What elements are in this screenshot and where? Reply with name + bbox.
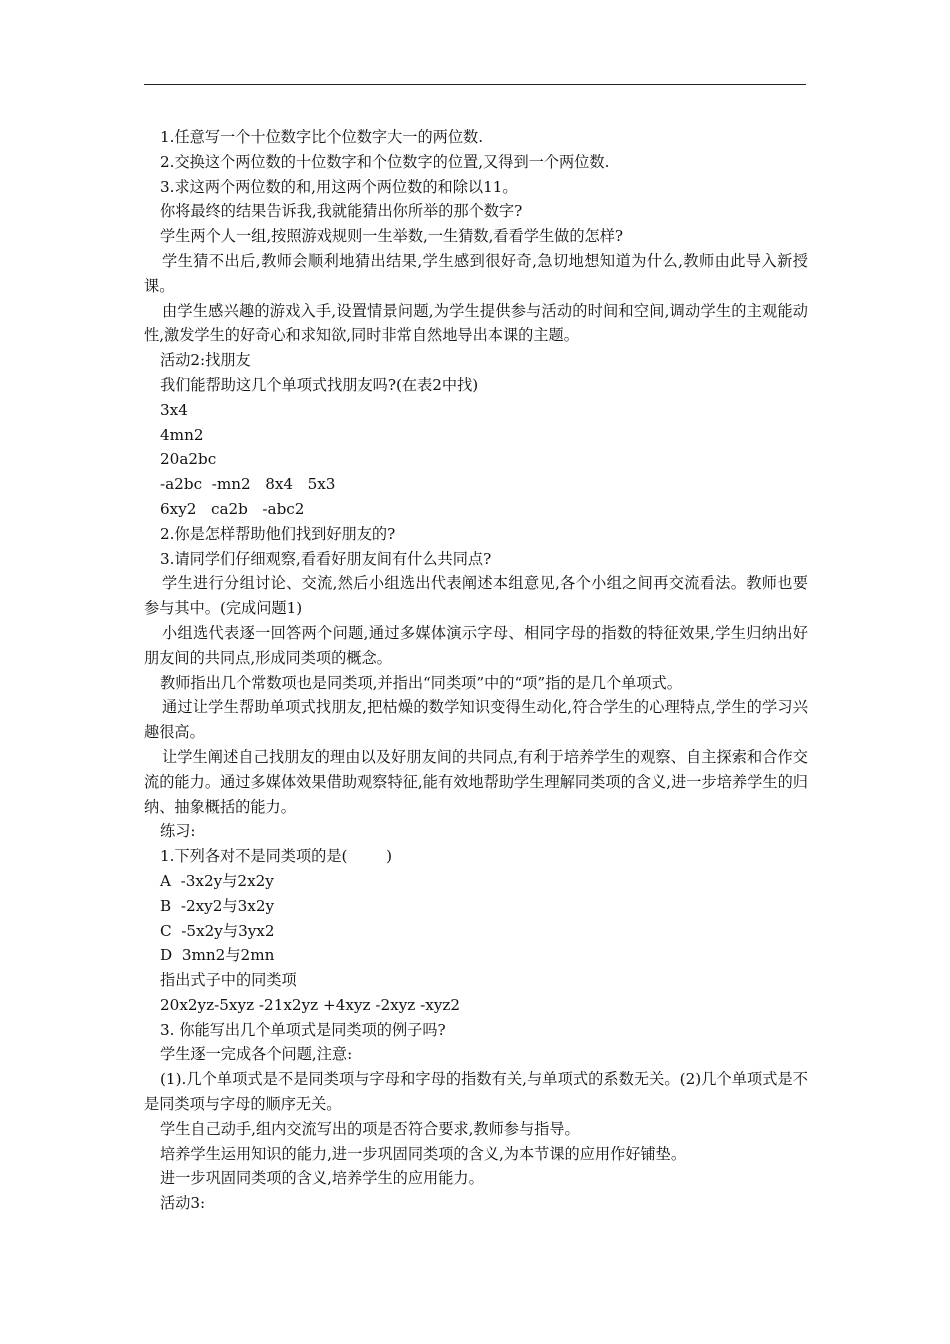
exercise-question: 指出式子中的同类项 [160, 971, 297, 990]
section-heading: 活动2:找朋友 [160, 351, 251, 370]
paragraph: 3.求这两个两位数的和,用这两个两位数的和除以11。 [160, 177, 518, 196]
paragraph: 通过让学生帮助单项式找朋友,把枯燥的数学知识变得生动化,符合学生的心理特点,学生的学习兴趣很高。 [144, 698, 808, 742]
section-heading: 活动3: [160, 1194, 206, 1213]
paragraph: 2.交换这个两位数的十位数字和个位数字的位置,又得到一个两位数. [160, 152, 610, 171]
header-rule [144, 84, 806, 85]
expression: 20x2yz-5xyz -21x2yz +4xyz -2xyz -xyz2 [160, 995, 461, 1014]
paragraph: 培养学生运用知识的能力,进一步巩固同类项的含义,为本节课的应用作好铺垫。 [160, 1144, 687, 1163]
paragraph: 我们能帮助这几个单项式找朋友吗?(在表2中找) [160, 375, 479, 394]
paragraph: 进一步巩固同类项的含义,培养学生的应用能力。 [160, 1169, 484, 1188]
paragraph: 由学生感兴趣的游戏入手,设置情景问题,为学生提供参与活动的时间和空间,调动学生的主观能动性,激发学生的好奇心和求知欲,同时非常自然地导出本课的主题。 [144, 301, 808, 345]
paragraph: 2.你是怎样帮助他们找到好朋友的? [160, 524, 396, 543]
paragraph: 小组选代表逐一回答两个问题,通过多媒体演示字母、相同字母的指数的特征效果,学生归纳出好朋友间的共同点,形成同类项的概念。 [144, 623, 808, 667]
exercise-option: D 3mn2与2mn [160, 946, 275, 965]
exercise-question: 3. 你能写出几个单项式是同类项的例子吗? [160, 1020, 446, 1039]
exercise-option: B -2xy2与3x2y [160, 896, 275, 915]
section-heading: 练习: [160, 822, 196, 841]
paragraph: 让学生阐述自己找朋友的理由以及好朋友间的共同点,有利于培养学生的观察、自主探索和合作交流的能力。通过多媒体效果借助观察特征,能有效地帮助学生理解同类项的含义,进一步培养学生的归纳、抽象概括的能力。 [144, 747, 808, 816]
paragraph: 3.请同学们仔细观察,看看好朋友间有什么共同点? [160, 549, 492, 568]
expression: 3x4 [160, 400, 188, 419]
paragraph: 1.任意写一个十位数字比个位数字大一的两位数. [160, 128, 484, 146]
paragraph: 你将最终的结果告诉我,我就能猜出你所举的那个数字? [160, 202, 523, 221]
paragraph: 学生逐一完成各个问题,注意: [160, 1045, 353, 1064]
expression: -a2bc -mn2 8x4 5x3 [160, 475, 336, 494]
paragraph: 教师指出几个常数项也是同类项,并指出“同类项”中的“项”指的是几个单项式。 [160, 673, 682, 692]
exercise-option: C -5x2y与3yx2 [160, 921, 275, 940]
paragraph: 学生猜不出后,教师会顺利地猜出结果,学生感到很好奇,急切地想知道为什么,教师由此导入新授课。 [144, 251, 808, 295]
paragraph: 学生进行分组讨论、交流,然后小组选出代表阐述本组意见,各个小组之间再交流看法。教师也要参与其中。(完成问题1) [144, 574, 808, 618]
paragraph: 学生自己动手,组内交流写出的项是否符合要求,教师参与指导。 [160, 1119, 580, 1138]
paragraph: (1).几个单项式是不是同类项与字母和字母的指数有关,与单项式的系数无关。(2)几个单项式是不是同类项与字母的顺序无关。 [144, 1070, 808, 1114]
expression: 6xy2 ca2b -abc2 [160, 499, 305, 518]
exercise-option: A -3x2y与2x2y [160, 871, 274, 890]
exercise-question: 1.下列各对不是同类项的是( ) [160, 847, 393, 866]
expression: 20a2bc [160, 450, 217, 469]
expression: 4mn2 [160, 425, 204, 444]
document-body [144, 125, 808, 1216]
paragraph: 学生两个人一组,按照游戏规则一生举数,一生猜数,看看学生做的怎样? [160, 227, 624, 246]
